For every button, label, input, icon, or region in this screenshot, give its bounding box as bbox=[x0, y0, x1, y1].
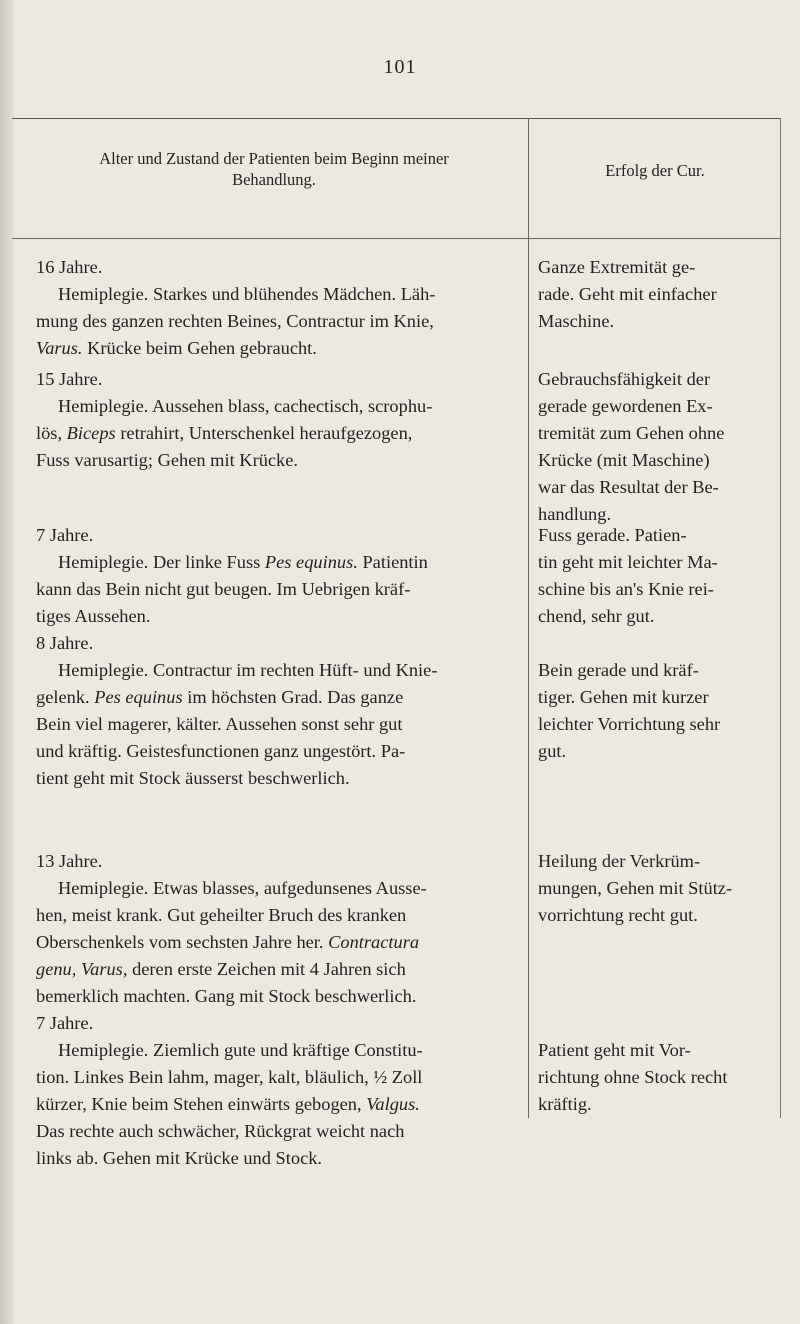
case-entry bbox=[36, 630, 522, 792]
case-line: tion. Linkes Bein lahm, mager, kalt, bläulich, ½ Zoll bbox=[36, 1067, 423, 1087]
case-line: Oberschenkels vom sechsten Jahre her. Contractura bbox=[36, 932, 420, 952]
diagnosis-term: genu, Varus, bbox=[36, 959, 128, 979]
case-line: Das rechte auch schwächer, Rückgrat weicht nach bbox=[36, 1121, 405, 1141]
table-right-border bbox=[780, 118, 781, 1118]
case-line: kann das Bein nicht gut beugen. Im Uebrigen kräf- bbox=[36, 579, 411, 599]
case-age: 7 Jahre. bbox=[36, 1013, 94, 1033]
case-result: Gebrauchsfähigkeit der gerade gewordenen Ex- tremität zum Gehen ohne Krücke (mit Maschine) war das Resultat der Be- handlung. bbox=[538, 369, 725, 524]
case-entry bbox=[36, 366, 522, 474]
case-age: 13 Jahre. bbox=[36, 851, 103, 871]
column-header-left bbox=[24, 148, 524, 190]
case-line: hen, meist krank. Gut geheilter Bruch des kranken bbox=[36, 905, 407, 925]
case-line: Varus. Krücke beim Gehen gebraucht. bbox=[36, 338, 317, 358]
diagnosis-term: Pes equinus. bbox=[264, 552, 358, 572]
case-entry bbox=[36, 522, 522, 630]
diagnosis-term: Valgus. bbox=[366, 1094, 420, 1114]
case-line: genu, Varus, deren erste Zeichen mit 4 Jahren sich bbox=[36, 959, 406, 979]
case-result: Patient geht mit Vor- richtung ohne Stock recht kräftig. bbox=[538, 1040, 728, 1114]
case-line: Hemiplegie. Contractur im rechten Hüft- und Knie- bbox=[58, 660, 438, 680]
column-divider bbox=[528, 118, 529, 1118]
case-line: Hemiplegie. Etwas blasses, aufgedunsenes Ausse- bbox=[58, 878, 427, 898]
column-header-left-line1: Alter und Zustand der Patienten beim Beginn meiner bbox=[99, 149, 449, 168]
diagnosis-term: Varus. bbox=[36, 338, 83, 358]
diagnosis-term: Contractura bbox=[328, 932, 420, 952]
case-line: Hemiplegie. Ziemlich gute und kräftige Constitu- bbox=[58, 1040, 423, 1060]
page-edge bbox=[0, 0, 14, 1324]
case-line: Hemiplegie. Der linke Fuss Pes equinus. Patientin bbox=[58, 552, 428, 572]
case-line: kürzer, Knie beim Stehen einwärts gebogen, Valgus. bbox=[36, 1094, 420, 1114]
case-age: 8 Jahre. bbox=[36, 633, 94, 653]
case-age: 16 Jahre. bbox=[36, 257, 103, 277]
case-entry bbox=[36, 848, 522, 1010]
case-line: mung des ganzen rechten Beines, Contractur im Knie, bbox=[36, 311, 434, 331]
case-result: Bein gerade und kräf- tiger. Gehen mit kurzer leichter Vorrichtung sehr gut. bbox=[538, 660, 721, 761]
case-line: tient geht mit Stock äusserst beschwerlich. bbox=[36, 768, 350, 788]
case-line: Hemiplegie. Starkes und blühendes Mädchen. Läh- bbox=[58, 284, 436, 304]
case-line: Fuss varusartig; Gehen mit Krücke. bbox=[36, 450, 299, 470]
case-result: Heilung der Verkrüm- mungen, Gehen mit Stütz- vorrichtung recht gut. bbox=[538, 851, 733, 925]
case-line: und kräftig. Geistesfunctionen ganz ungestört. Pa- bbox=[36, 741, 406, 761]
case-result: Ganze Extremität ge- rade. Geht mit einfacher Maschine. bbox=[538, 257, 717, 331]
case-age: 15 Jahre. bbox=[36, 369, 103, 389]
page-number: 101 bbox=[383, 56, 417, 78]
case-result: Fuss gerade. Patien- tin geht mit leichter Ma- schine bis an's Knie rei- chend, sehr gut. bbox=[538, 525, 718, 626]
header-rule bbox=[12, 238, 780, 239]
case-entry bbox=[36, 254, 522, 362]
case-line: Hemiplegie. Aussehen blass, cachectisch, scrophu- bbox=[58, 396, 433, 416]
case-line: tiges Aussehen. bbox=[36, 606, 151, 626]
diagnosis-term: Pes equinus bbox=[94, 687, 183, 707]
case-line: lös, Biceps retrahirt, Unterschenkel heraufgezogen, bbox=[36, 423, 413, 443]
column-header-left-line2: Behandlung. bbox=[232, 170, 316, 189]
column-header-right: Erfolg der Cur. bbox=[605, 161, 705, 180]
case-line: bemerklich machten. Gang mit Stock beschwerlich. bbox=[36, 986, 417, 1006]
diagnosis-term: Biceps bbox=[66, 423, 116, 443]
case-age: 7 Jahre. bbox=[36, 525, 94, 545]
case-line: gelenk. Pes equinus im höchsten Grad. Das ganze bbox=[36, 687, 404, 707]
table-top-rule bbox=[12, 118, 780, 119]
case-line: links ab. Gehen mit Krücke und Stock. bbox=[36, 1148, 323, 1168]
case-entry bbox=[36, 1010, 522, 1172]
case-line: Bein viel magerer, kälter. Aussehen sonst sehr gut bbox=[36, 714, 403, 734]
